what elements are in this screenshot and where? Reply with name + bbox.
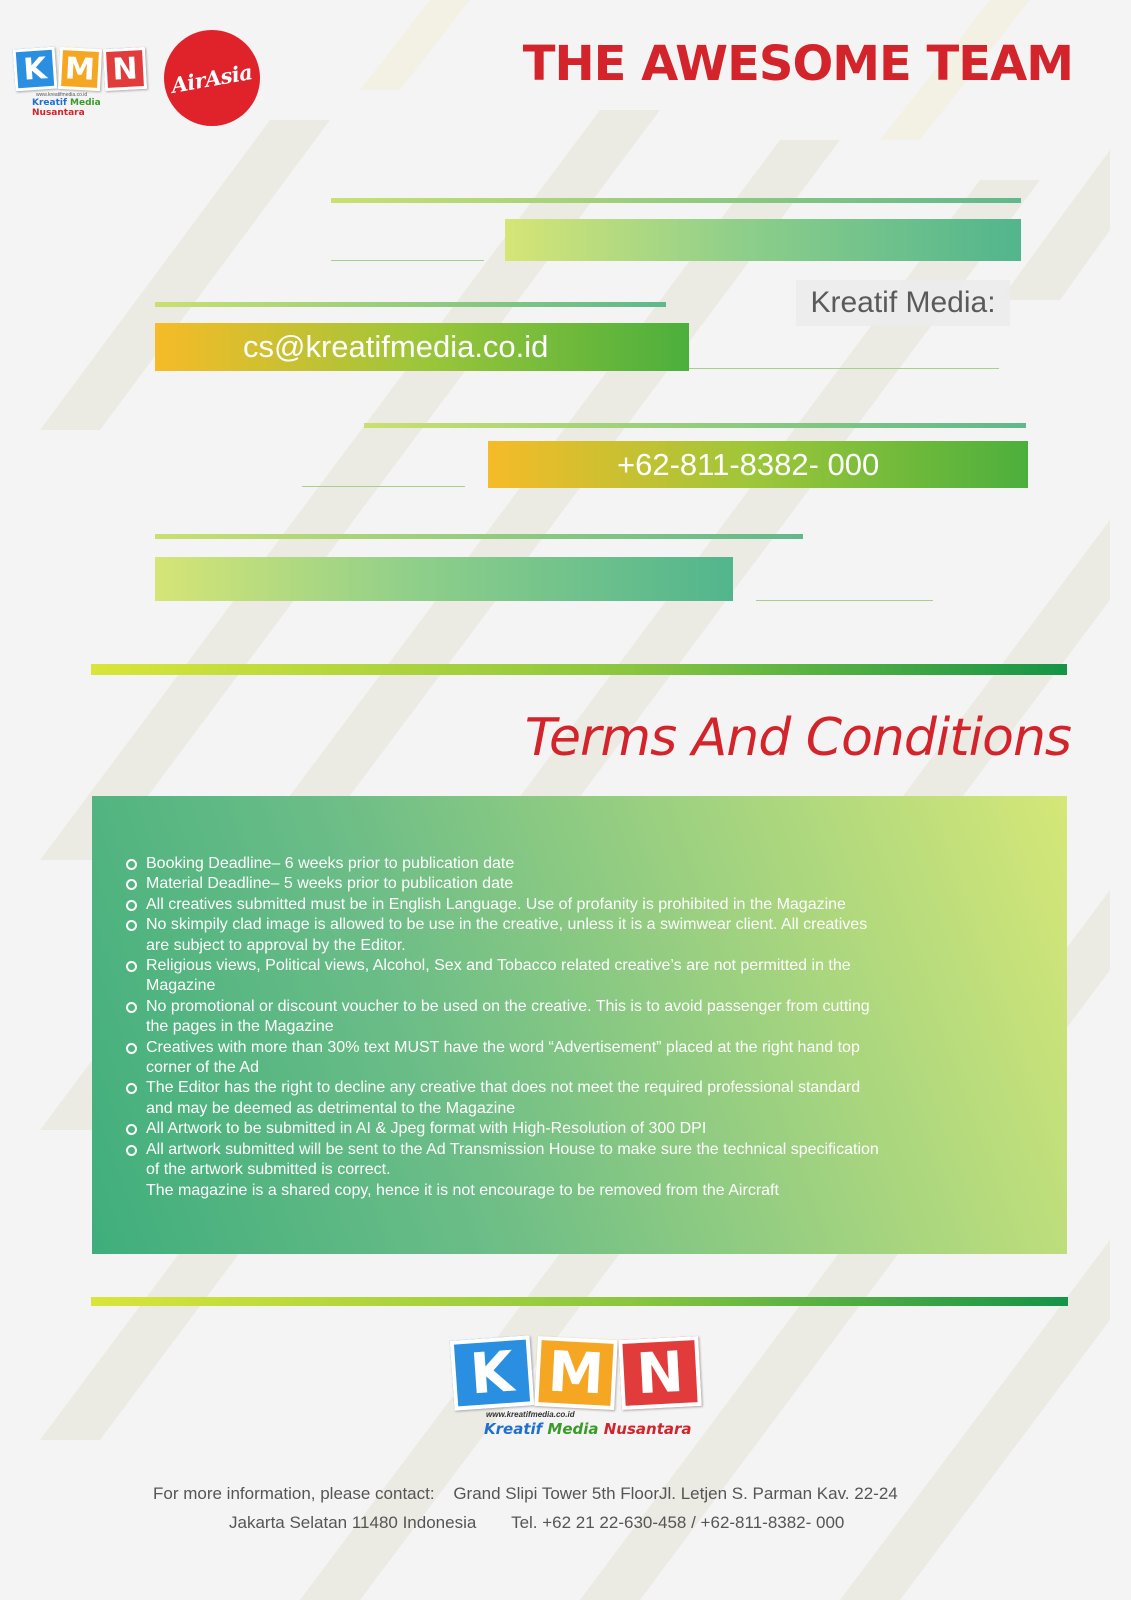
kmn-logo-url: www.kreatifmedia.co.id [486, 1410, 575, 1419]
terms-heading: Terms And Conditions [524, 708, 1071, 768]
airasia-logo-text: AirAsia [169, 58, 255, 98]
email-bar [155, 323, 689, 371]
terms-item: All creatives submitted must be in English Language. Use of profanity is prohibited in the Magazine [126, 895, 926, 915]
bullet-icon [126, 879, 137, 890]
kmn-logo-name: Kreatif Media Nusantara [32, 98, 101, 118]
kmn-logo [14, 48, 156, 118]
decor-line [331, 198, 1021, 203]
section-divider [91, 1297, 1068, 1306]
bullet-icon [126, 859, 137, 870]
decor-bar [505, 219, 1021, 261]
terms-closing-note: The magazine is a shared copy, hence it is not encourage to be removed from the Aircraft [146, 1181, 779, 1199]
kmn-logo-url: www.kreatifmedia.co.id [36, 92, 88, 98]
bullet-icon [126, 1124, 137, 1135]
terms-item: No promotional or discount voucher to be used on the creative. This is to avoid passenger from cutting the pages in the Magazine [126, 997, 926, 1038]
bullet-icon [126, 900, 137, 911]
bullet-icon [126, 1002, 137, 1013]
kmn-tile-m: M [58, 47, 102, 91]
decor-line [155, 534, 803, 539]
footer-address-line2: Jakarta Selatan 11480 Indonesia [229, 1513, 477, 1532]
kmn-logo-footer [452, 1338, 714, 1458]
terms-item: All artwork submitted will be sent to the Ad Transmission House to make sure the technical specification of the artwork submitted is correct. [126, 1140, 926, 1181]
page-title: THE AWESOME TEAM [522, 36, 1073, 92]
kmn-tile-m: M [534, 1336, 618, 1410]
terms-item: Material Deadline– 5 weeks prior to publication date [126, 874, 926, 894]
decor-line [364, 423, 1026, 428]
terms-item: Booking Deadline– 6 weeks prior to publication date [126, 854, 926, 874]
bullet-icon [126, 920, 137, 931]
decor-hairline [331, 260, 484, 261]
footer-line-1 [153, 1484, 898, 1504]
email-address[interactable]: cs@kreatifmedia.co.id [243, 329, 549, 364]
phone-bar [488, 441, 1028, 488]
kmn-tile-n: N [103, 47, 147, 91]
terms-list [126, 854, 926, 1201]
bullet-icon [126, 1043, 137, 1054]
decor-hairline [689, 368, 999, 369]
footer-address-line1: Grand Slipi Tower 5th FloorJl. Letjen S. Parman Kav. 22-24 [453, 1484, 898, 1503]
terms-item: Religious views, Political views, Alcohol, Sex and Tobacco related creative’s are not permitted in the Magazine [126, 956, 926, 997]
bullet-icon [126, 961, 137, 972]
terms-item: Creatives with more than 30% text MUST have the word “Advertisement” placed at the right hand top corner of the Ad [126, 1038, 926, 1079]
footer-line-2 [229, 1513, 844, 1533]
bullet-icon [126, 1145, 137, 1156]
decor-hairline [756, 600, 933, 601]
terms-panel [92, 796, 1067, 1254]
terms-item: All Artwork to be submitted in AI & Jpeg format with High-Resolution of 300 DPI [126, 1119, 926, 1139]
airasia-logo [164, 30, 260, 126]
footer-tel: Tel. +62 21 22-630-458 / +62-811-8382- 000 [511, 1513, 845, 1532]
decor-line [155, 302, 666, 307]
bullet-icon [126, 1083, 137, 1094]
kmn-tile-n: N [618, 1336, 702, 1410]
kmn-tile-k: K [450, 1335, 535, 1410]
decor-hairline [302, 486, 465, 487]
phone-number[interactable]: +62-811-8382- 000 [617, 447, 880, 482]
contact-label: Kreatif Media: [796, 280, 1010, 326]
kmn-logo-name: Kreatif Media Nusantara [484, 1420, 692, 1438]
kmn-tile-k: K [13, 47, 58, 92]
section-divider [91, 664, 1067, 675]
footer-contact-prompt: For more information, please contact: [153, 1484, 435, 1503]
decor-bar [155, 557, 733, 601]
terms-item: The Editor has the right to decline any creative that does not meet the required professional standard and may be deemed as detrimental to the Magazine [126, 1078, 926, 1119]
terms-item: No skimpily clad image is allowed to be use in the creative, unless it is a swimwear client. All creatives are subject to approval by the Editor. [126, 915, 926, 956]
